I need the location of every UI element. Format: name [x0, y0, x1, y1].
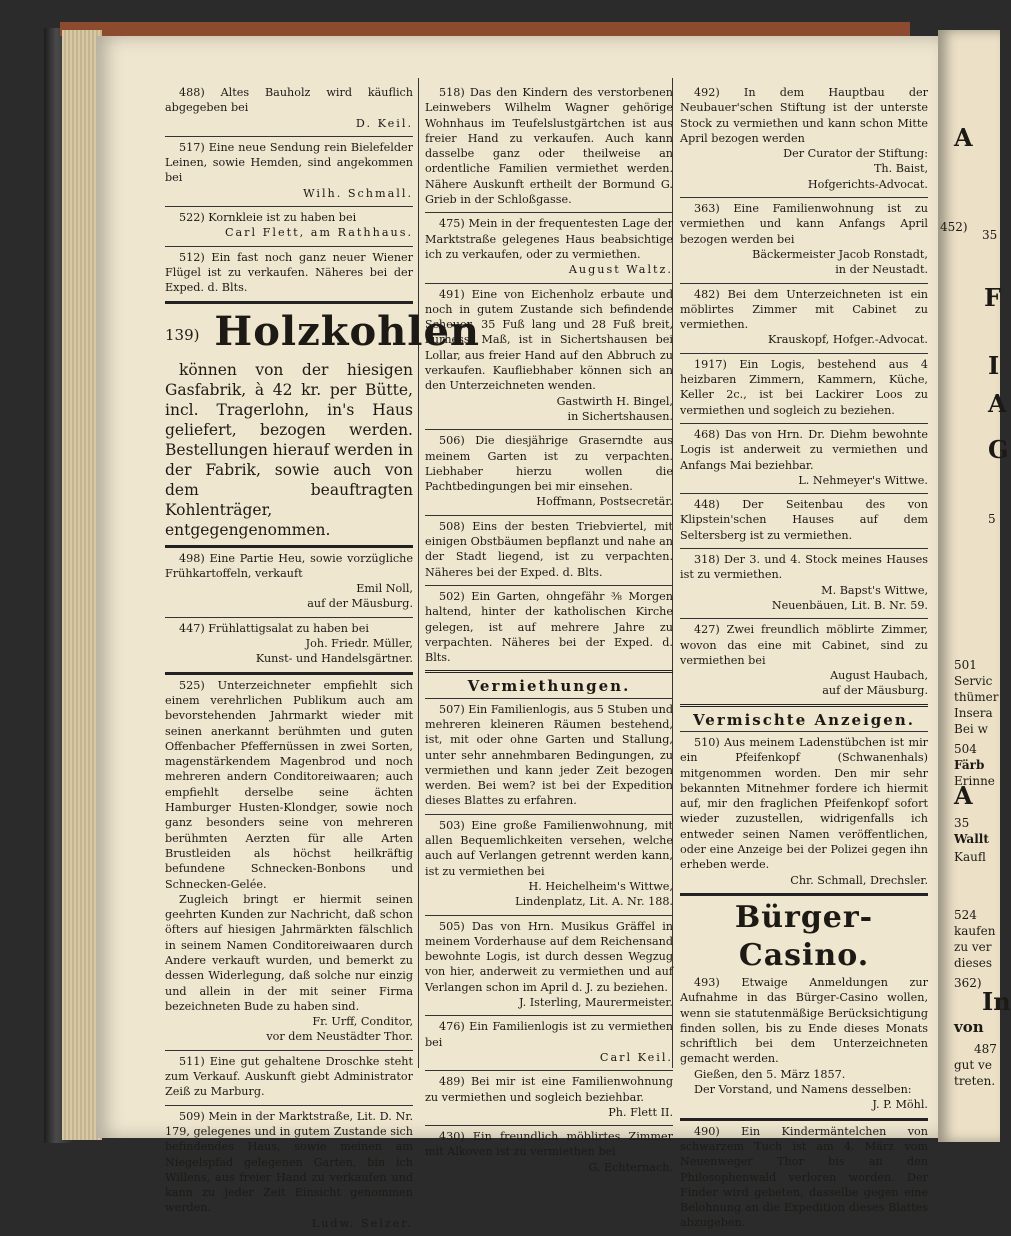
- ad-510: 510) Aus meinem Ladenstübchen ist mir ein Pfeifenkopf (Schwanenhals) mitgenommen worden. Den mir sehr bekannten Mitnehmer fordere ich hiermit auf, mir den fraglichen Pfeifenkopf sofort wieder zuzustellen, widrigenfalls ich entweder seinen Namen veröffentlichen, oder eine Anzeige bei der Polizei gegen ihn erheben werde. Chr. Schmall, Drechsler.: [680, 732, 928, 896]
- ad-502: 502) Ein Garten, ohngefähr ⅜ Morgen haltend, hinter der katholischen Kirche gelegen, ist auf mehrere Jahre zu verpachten. Näheres bei der Exped. d. Blts.: [425, 586, 673, 673]
- ad-503: 503) Eine große Familienwohnung, mit allen Bequemlichkeiten versehen, welche auch auf Verlangen getrennt werden kann, ist zu vermiethen bei H. Heichelheim's Wittwe, Lindenplatz, Lit. A. Nr. 188.: [425, 815, 673, 916]
- ad-476: 476) Ein Familienlogis ist zu vermiethen bei Carl Keil.: [425, 1016, 673, 1071]
- ad-505: 505) Das von Hrn. Musikus Gräffel in meinem Vorderhause auf dem Reichensand bewohnte Logis, ist durch dessen Wegzug von hier, anderweit zu vermiethen und auf Verlangen schon im April d. J. zu beziehen. J. Isterling, Maurermeister.: [425, 916, 673, 1017]
- column-1: [165, 82, 481, 1236]
- next-page-fragment: In: [982, 987, 1011, 1016]
- ad-508: 508) Eins der besten Triebviertel, mit einigen Obstbäumen bepflanzt und nahe an der Stadt liegend, ist zu verpachten. Näheres bei der Exped. d. Blts.: [425, 516, 673, 586]
- next-page-fragment: A: [954, 123, 973, 152]
- next-page-fragment: von: [954, 1018, 984, 1036]
- column-rule: [418, 78, 419, 1068]
- ad-488: 488) Altes Bauholz wird käuflich abgegeben bei D. Keil.: [165, 82, 413, 137]
- ad-491: 491) Eine von Eichenholz erbaute und noch in gutem Zustande sich befindende Scheuer, 35 Fuß lang und 28 Fuß breit, kurhess. Maß, ist in Sichertshausen bei Lollar, aus freier Hand auf den Abbruch zu verkaufen. Kaufliebhaber können sich an den Unterzeichneten wenden. Gastwirth H. Bingel, in Sichertshausen.: [425, 284, 673, 431]
- ad-475: 475) Mein in der frequentesten Lage der Marktstraße gelegenes Haus beabsichtige ich zu verkaufen, oder zu vermiethen. August Waltz.: [425, 213, 673, 283]
- ad-509: 509) Mein in der Marktstraße, Lit. D. Nr. 179, gelegenes und in gutem Zustande sich befindendes Haus, sowie meinen am Niegelspfad gelegenen Garten, bin ich Willens, aus freier Hand zu verkaufen und kann zu jeder Zeit Einsicht genommen werden. Ludw. Selzer.: [165, 1109, 413, 1230]
- next-page-fragment: F: [984, 283, 1002, 312]
- next-page-edge: [938, 30, 1011, 1142]
- section-vermischte-anzeigen: Vermischte Anzeigen.: [680, 707, 928, 732]
- next-page-fragment: Erinne: [954, 774, 995, 788]
- column-3: [680, 82, 928, 1236]
- column-2: [425, 82, 673, 1180]
- next-page-fragment: Färb: [954, 758, 985, 772]
- ad-522: 522) Kornkleie ist zu haben bei Carl Flett, am Rathhaus.: [165, 207, 413, 247]
- next-page-fragment: 501: [954, 658, 977, 672]
- ad-525: 525) Unterzeichneter empfiehlt sich einem verehrlichen Publikum auch am bevorstehenden Jahrmarkt wieder mit seinen anerkannt berühmten und guten Offenbacher Pfeffernüssen in zwei Sorten, magenstärkendem Magenbrod und noch mehreren andern Conditoreiwaaren; auch empfiehlt derselbe seine ächten Hamburger Husten-Klondger, sowie noch ganz besonders seine von mehreren berühmten Aerzten für alle Arten Brustleiden als höchst heilkräftig befundene Schnecken-Bonbons und Schnecken-Gelée. Zugleich bringt er hiermit seinen geehrten Kunden zur Nachricht, daß schon öfters auf hiesigen Jahrmärkten fälschlich in seinem Namen Conditoreiwaaren durch Andere verkauft wurden, und bemerkt zu dessen Widerlegung, daß solche nur einzig und allein in der mit seiner Firma bezeichneten Bude zu haben sind. Fr. Urff, Conditor, vor dem Neustädter Thor.: [165, 675, 413, 1051]
- next-page-fragment: zu ver: [954, 940, 992, 954]
- ad-430: 430) Ein freundlich möblirtes Zimmer mit Alkoven ist zu vermiethen bei G. Echternach.: [425, 1130, 673, 1174]
- ad-482: 482) Bei dem Unterzeichneten ist ein möblirtes Zimmer mit Cabinet zu vermiethen. Krauskopf, Hofger.-Advocat.: [680, 284, 928, 354]
- next-page-fragment: 35: [954, 816, 970, 830]
- ad-1917: 1917) Ein Logis, bestehend aus 4 heizbaren Zimmern, Kammern, Küche, Keller 2c., ist bei Lackirer Loos zu vermiethen und sogleich zu beziehen.: [680, 354, 928, 424]
- casino-headline: Bürger-Casino.: [734, 899, 874, 973]
- next-page-fragment: 524: [954, 908, 977, 922]
- next-page-fragment: I: [988, 351, 1000, 380]
- next-page-fragment: G: [988, 435, 1009, 464]
- ad-447: 447) Frühlattigsalat zu haben bei Joh. Friedr. Müller, Kunst- und Handelsgärtner.: [165, 618, 413, 675]
- ad-518: 518) Das den Kindern des verstorbenen Leinwebers Wilhelm Wagner gehörige Wohnhaus im Teufelslustgärtchen ist aus freier Hand zu verkaufen. Auch kann dasselbe ganz oder theilweise an ordentliche Familien vermiethet werden. Nähere Auskunft ertheilt der Bormund G. Grieb in der Schloßgasse.: [425, 82, 673, 213]
- next-page-fragment: 487: [974, 1042, 997, 1056]
- next-page-fragment: A: [988, 389, 1007, 418]
- next-page-fragment: Insera: [954, 706, 993, 720]
- ad-139-holzkohlen: 139) Holzkohlen können von der hiesigen Gasfabrik, à 42 kr. per Bütte, incl. Tragerlohn, in's Haus geliefert, bezogen werden. Bestellungen hierauf werden in der Fabrik, sowie auch von dem beauftragten Kohlenträger, entgegengenommen.: [165, 304, 413, 548]
- next-page-fragment: 5: [988, 512, 996, 526]
- next-page-fragment: gut ve: [954, 1058, 992, 1072]
- next-page-fragment: Wallt: [954, 832, 989, 846]
- next-page-fragment: Bei w: [954, 722, 988, 736]
- ad-506: 506) Die diesjährige Graserndte aus meinem Garten ist zu verpachten. Liebhaber hierzu wollen die Pachtbedingungen bei mir einsehen. Hoffmann, Postsecretär.: [425, 430, 673, 515]
- next-page-fragment: thümer: [954, 690, 999, 704]
- book-spine-edge: [60, 22, 910, 36]
- ad-468: 468) Das von Hrn. Dr. Diehm bewohnte Logis ist anderweit zu vermiethen und Anfangs Mai beziehbar. L. Nehmeyer's Wittwe.: [680, 424, 928, 494]
- next-page-fragment: A: [954, 781, 973, 810]
- ad-489: 489) Bei mir ist eine Familienwohnung zu vermiethen und sogleich beziehbar. Ph. Flett II.: [425, 1071, 673, 1126]
- next-page-fragment: 35: [982, 228, 998, 242]
- ad-490: 490) Ein Kindermäntelchen von schwarzem Tuch ist am 4. März vom Neuenweger Thor bis an den Philosophenwald verloren worden. Der Finder wird gebeten, dasselbe gegen eine Belohnung an die Expedition dieses Blattes abzugeben.: [680, 1124, 928, 1230]
- ad-517: 517) Eine neue Sendung rein Bielefelder Leinen, sowie Hemden, sind angekommen bei Wilh. Schmall.: [165, 137, 413, 207]
- ad-507: 507) Ein Familienlogis, aus 5 Stuben und mehreren kleineren Räumen bestehend, ist, mit oder ohne Garten und Stallung, unter sehr annehmbaren Bedingungen, zu vermiethen und kann jeder Zeit bezogen werden. Bei wem? ist bei der Expedition dieses Blattes zu erfahren.: [425, 699, 673, 815]
- ad-511: 511) Eine gut gehaltene Droschke steht zum Verkauf. Auskunft giebt Administrator Zeiß zu Marburg.: [165, 1051, 413, 1106]
- next-page-fragment: kaufen: [954, 924, 996, 938]
- holzkohlen-headline: 139) Holzkohlen: [165, 307, 481, 355]
- ad-427: 427) Zwei freundlich möblirte Zimmer, wovon das eine mit Cabinet, sind zu vermiethen bei August Haubach, auf der Mäusburg.: [680, 619, 928, 706]
- next-page-fragment: Servic: [954, 674, 993, 688]
- next-page-fragment: Kaufl: [954, 850, 986, 864]
- ad-318: 318) Der 3. und 4. Stock meines Hauses ist zu vermiethen. M. Bapst's Wittwe, Neuenbäuen, Lit. B. Nr. 59.: [680, 549, 928, 619]
- next-page-fragment: 362): [954, 976, 982, 990]
- next-page-fragment: dieses: [954, 956, 993, 970]
- section-vermiethungen: Vermiethungen.: [425, 673, 673, 698]
- ad-492: 492) In dem Hauptbau der Neubauer'schen Stiftung ist der unterste Stock zu vermiethen und kann schon Mitte April bezogen werden Der Curator der Stiftung: Th. Baist, Hofgerichts-Advocat.: [680, 82, 928, 198]
- ad-512: 512) Ein fast noch ganz neuer Wiener Flügel ist zu verkaufen. Näheres bei der Exped. d. Blts.: [165, 247, 413, 304]
- next-page-fragment: 452): [940, 220, 968, 234]
- next-page-fragment: 504: [954, 742, 977, 756]
- ad-448: 448) Der Seitenbau des von Klipstein'schen Hauses auf dem Seltersberg ist zu vermiethen.: [680, 494, 928, 549]
- ad-498: 498) Eine Partie Heu, sowie vorzügliche Frühkartoffeln, verkauft Emil Noll, auf der Mäusburg.: [165, 548, 413, 618]
- ad-493-buerger-casino: Bürger-Casino. 493) Etwaige Anmeldungen zur Aufnahme in das Bürger-Casino wollen, wenn sie statutenmäßige Berücksichtigung finden sollen, bis zu Ende dieses Monats schriftlich bei dem Unterzeichneten gemacht werden. Gießen, den 5. März 1857. Der Vorstand, und Namens desselben: J. P. Möhl.: [680, 896, 928, 1121]
- ad-363: 363) Eine Familienwohnung ist zu vermiethen und kann Anfangs April bezogen werden bei Bäckermeister Jacob Ronstadt, in der Neustadt.: [680, 198, 928, 283]
- next-page-fragment: treten.: [954, 1074, 996, 1088]
